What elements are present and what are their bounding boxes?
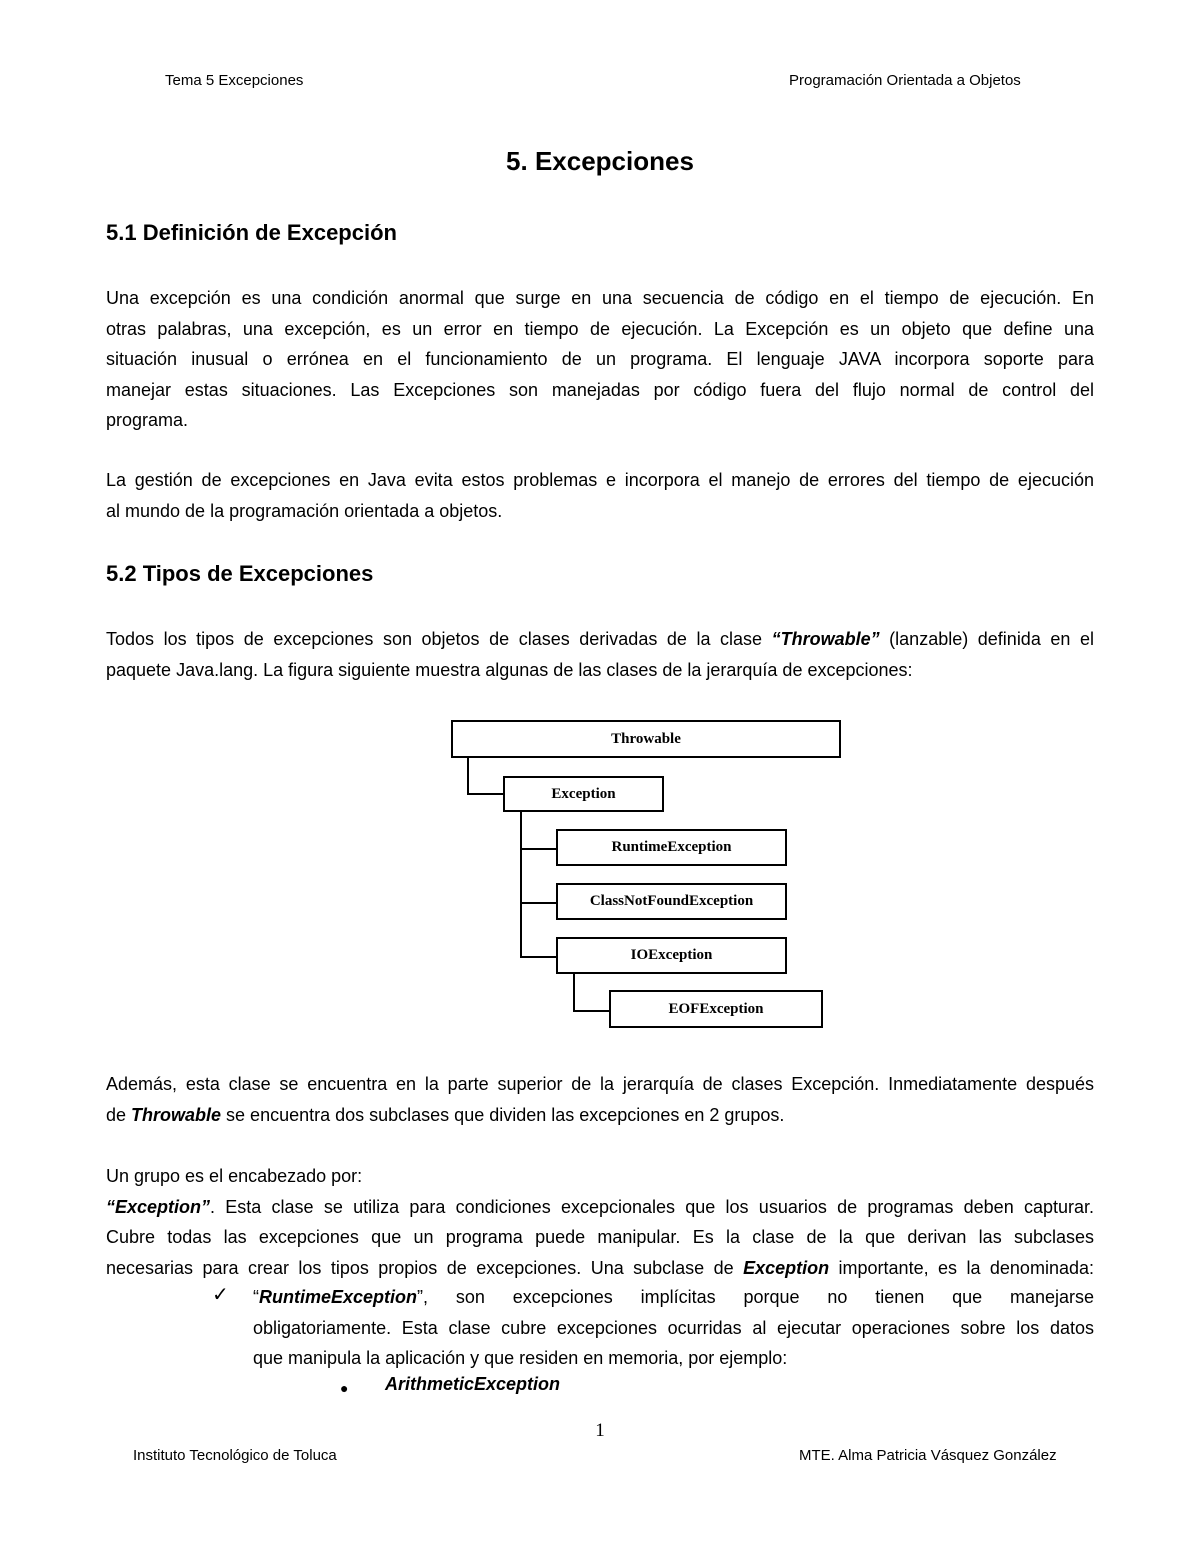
text-fragment: . Esta clase se utiliza para condiciones excepcionales que los usuarios de programas deben capturar. xyxy=(210,1196,1094,1217)
text-line: manejar estas situaciones. Las Excepciones son manejadas por código fuera del flujo normal de control del xyxy=(106,379,1094,400)
text-line: Además, esta clase se encuentra en la parte superior de la jerarquía de clases Excepción. Inmediatamente después xyxy=(106,1074,1094,1094)
text-line: Un grupo es el encabezado por: xyxy=(106,1166,363,1186)
throwable-term: Throwable xyxy=(131,1104,222,1125)
text-line: obligatoriamente. Esta clase cubre excepciones ocurridas al ejecutar operaciones sobre los datos xyxy=(253,1317,1094,1338)
exception-term: “Exception” xyxy=(106,1196,211,1217)
text-fragment: de xyxy=(106,1104,132,1125)
text-fragment: “ xyxy=(253,1287,259,1307)
paragraph-ademas xyxy=(106,1069,1094,1130)
text-line xyxy=(106,1192,1094,1223)
text-line: otras palabras, una excepción, es un error en tiempo de ejecución. La Excepción es un objeto que define una xyxy=(106,318,1094,339)
paragraph-grupo xyxy=(106,1161,1094,1283)
intro-text-b: (lanzable) definida en el xyxy=(879,629,1094,649)
text-fragment: se encuentra dos subclases que dividen las excepciones en 2 grupos. xyxy=(221,1104,785,1125)
text-line: que manipula la aplicación y que residen en memoria, por ejemplo: xyxy=(253,1348,788,1368)
page-number: 1 xyxy=(595,1420,605,1441)
header-right: Programación Orientada a Objetos xyxy=(789,72,1021,89)
node-exception: Exception xyxy=(503,776,664,812)
paragraph-gestion xyxy=(106,465,1094,526)
section-heading-5-1: 5.1 Definición de Excepción xyxy=(106,220,397,245)
text-line: Cubre todas las excepciones que un programa puede manipular. Es la clase de la que derivan las subclases xyxy=(106,1227,1094,1247)
header-left: Tema 5 Excepciones xyxy=(165,72,304,89)
connector-line xyxy=(520,848,556,850)
node-classnotfound-exception: ClassNotFoundException xyxy=(556,883,787,920)
bullet-icon: ● xyxy=(340,1380,349,1396)
text-line: programa. xyxy=(106,410,189,430)
connector-line xyxy=(520,956,556,958)
text-fragment: necesarias para crear los tipos propios de excepciones. Una subclase de xyxy=(106,1257,744,1278)
intro-text-a: Todos los tipos de excepciones son objetos de clases derivadas de la clase xyxy=(106,629,772,649)
node-throwable: Throwable xyxy=(451,720,841,758)
node-io-exception: IOException xyxy=(556,937,787,974)
footer-left: Instituto Tecnológico de Toluca xyxy=(133,1447,337,1464)
text-line xyxy=(106,1100,1094,1131)
text-line: paquete Java.lang. La figura siguiente muestra algunas de las clases de la jerarquía de excepciones: xyxy=(106,659,913,680)
connector-line xyxy=(520,902,556,904)
connector-line xyxy=(520,811,522,958)
runtime-term: RuntimeException xyxy=(259,1287,418,1307)
throwable-term: “Throwable” xyxy=(771,629,880,649)
exception-term: Exception xyxy=(743,1257,830,1278)
connector-line xyxy=(573,1010,609,1012)
node-runtime-exception: RuntimeException xyxy=(556,829,787,866)
section-heading-5-2: 5.2 Tipos de Excepciones xyxy=(106,561,374,586)
exception-hierarchy-diagram xyxy=(440,712,840,1042)
footer-right: MTE. Alma Patricia Vásquez González xyxy=(799,1447,1057,1464)
text-line: situación inusual o errónea en el funcionamiento de un programa. El lenguaje JAVA incorpora soporte para xyxy=(106,349,1094,369)
connector-line xyxy=(467,757,469,795)
text-line: La gestión de excepciones en Java evita estos problemas e incorpora el manejo de errores del tiempo de ejecución xyxy=(106,470,1094,490)
text-line: al mundo de la programación orientada a objetos. xyxy=(106,500,503,521)
node-eof-exception: EOFException xyxy=(609,990,823,1028)
text-line xyxy=(106,624,1094,655)
paragraph-tipos xyxy=(106,624,1094,685)
paragraph-runtime xyxy=(253,1282,1094,1374)
text-fragment: importante, es la denominada: xyxy=(829,1257,1094,1278)
paragraph-definition xyxy=(106,283,1094,436)
connector-line xyxy=(573,973,575,1012)
text-line xyxy=(253,1282,1094,1313)
text-line xyxy=(106,1253,1094,1284)
text-line: Una excepción es una condición anormal que surge en una secuencia de código en el tiempo de ejecución. En xyxy=(106,288,1094,308)
arithmetic-exception-item: ArithmeticException xyxy=(385,1374,561,1394)
text-fragment: ”, son excepciones implícitas porque no tienen que manejarse xyxy=(417,1287,1094,1307)
connector-line xyxy=(467,793,503,795)
page-title: 5. Excepciones xyxy=(506,146,694,176)
checkmark-icon: ✓ xyxy=(212,1284,229,1306)
